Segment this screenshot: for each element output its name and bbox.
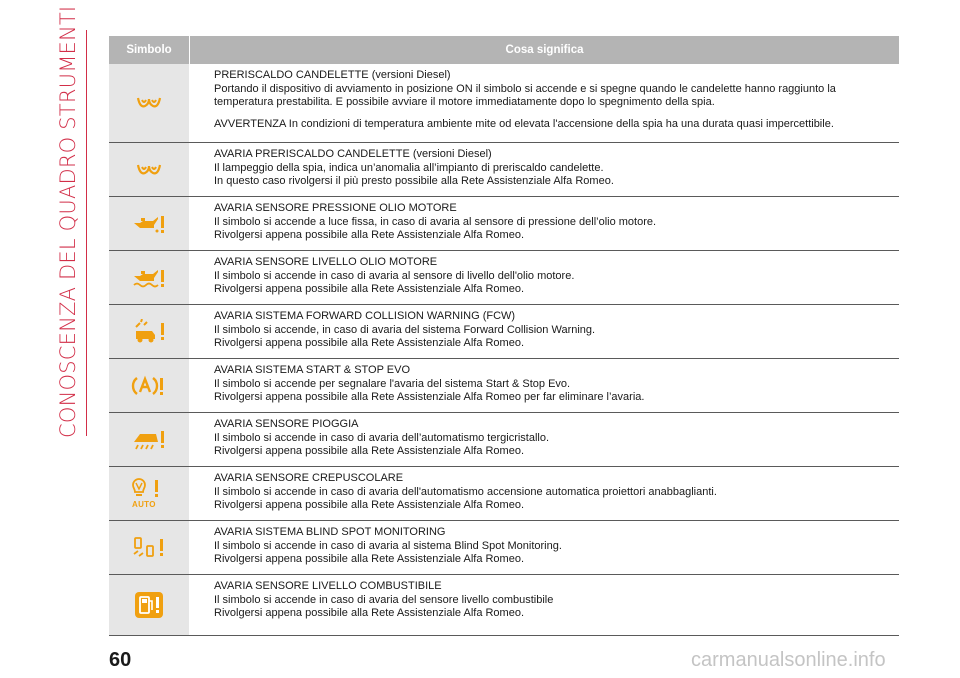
row-title: AVARIA SENSORE PIOGGIA: [214, 418, 359, 430]
row-text: Il simbolo si accende in caso di avaria al sensore di livello dell'olio motore.: [214, 269, 575, 282]
table-row: [109, 575, 899, 636]
page-number: 60: [109, 649, 132, 671]
row-text: In questo caso rivolgersi il più presto possibile alla Rete Assistenziale Alfa Romeo.: [214, 175, 614, 187]
header-meaning: Cosa significa: [189, 36, 899, 64]
row-text: Il simbolo si accende in caso di avaria del sensore livello combustibile: [214, 593, 554, 606]
row-text: Il simbolo si accende a luce fissa, in caso di avaria al sensore di pressione dell’olio motore.: [214, 215, 657, 228]
row-title: AVARIA SENSORE PRESSIONE OLIO MOTORE: [214, 202, 457, 214]
row-note: AVVERTENZA In condizioni di temperatura ambiente mite od elevata l'accensione della spia ha una durata quasi impercettibile.: [214, 117, 834, 130]
table-row: [109, 413, 899, 467]
row-text: Il simbolo si accende in caso di avaria dell'automatismo accensione automatica proiettori anabbaglianti.: [214, 485, 717, 498]
row-text: Il simbolo si accende in caso di avaria al sistema Blind Spot Monitoring.: [214, 539, 562, 552]
fcw-fault-icon: [132, 319, 166, 345]
table-row: [109, 143, 899, 197]
row-text: Il simbolo si accende, in caso di avaria del sistema Forward Collision Warning.: [214, 323, 596, 336]
row-title: AVARIA SISTEMA START & STOP EVO: [214, 364, 411, 376]
auto-label: AUTO: [132, 499, 156, 509]
fuel-level-sensor-fault-icon: [134, 591, 164, 619]
table-header: [109, 36, 899, 64]
start-stop-fault-icon: [131, 373, 167, 399]
row-text: Rivolgersi appena possibile alla Rete Assistenziale Alfa Romeo.: [214, 445, 525, 457]
table-row: [109, 251, 899, 305]
glow-plug-fault-icon: [134, 161, 164, 179]
section-divider: [86, 30, 87, 436]
header-symbol: Simbolo: [126, 44, 172, 56]
table-row: [109, 359, 899, 413]
rain-sensor-fault-icon: [132, 428, 166, 452]
glow-plug-icon: [134, 94, 164, 112]
row-text: Il simbolo si accende per segnalare l'avaria del sistema Start & Stop Evo.: [214, 377, 571, 390]
blind-spot-fault-icon: [132, 536, 166, 560]
row-text: Rivolgersi appena possibile alla Rete Assistenziale Alfa Romeo.: [214, 499, 525, 511]
table-row: [109, 64, 899, 143]
row-text: Il simbolo si accende in caso di avaria dell’automatismo tergicristallo.: [214, 431, 550, 444]
row-text: Rivolgersi appena possibile alla Rete Assistenziale Alfa Romeo.: [214, 553, 525, 565]
row-text: Rivolgersi appena possibile alla Rete Assistenziale Alfa Romeo.: [214, 283, 525, 295]
row-text: Rivolgersi appena possibile alla Rete Assistenziale Alfa Romeo.: [214, 337, 525, 349]
warning-lights-table: [109, 36, 899, 636]
row-title: AVARIA SENSORE LIVELLO COMBUSTIBILE: [214, 580, 442, 592]
table-row: [109, 197, 899, 251]
row-text: Portando il dispositivo di avviamento in posizione ON il simbolo si accende e si spegne quando le candelette hanno raggiunto la: [214, 82, 836, 95]
section-title: CONOSCENZA DEL QUADRO STRUMENTI: [56, 5, 80, 438]
table-row: [109, 305, 899, 359]
row-text: Rivolgersi appena possibile alla Rete Assistenziale Alfa Romeo.: [214, 607, 525, 619]
row-text: Rivolgersi appena possibile alla Rete Assistenziale Alfa Romeo.: [214, 229, 525, 241]
row-title: AVARIA SENSORE LIVELLO OLIO MOTORE: [214, 256, 438, 268]
twilight-sensor-fault-icon: [132, 478, 166, 510]
row-title: AVARIA SENSORE CREPUSCOLARE: [214, 472, 404, 484]
row-text: Il lampeggio della spia, indica un’anomalia all’impianto di preriscaldo candelette.: [214, 161, 604, 174]
row-text: temperatura prestabilita. E possibile avviare il motore immediatamente dopo lo spegnimento della spia.: [214, 96, 715, 108]
table-row: [109, 467, 899, 521]
row-title: AVARIA SISTEMA BLIND SPOT MONITORING: [214, 526, 446, 538]
table-row: [109, 521, 899, 575]
watermark: carmanualsonline.info: [691, 649, 886, 671]
row-title: AVARIA SISTEMA FORWARD COLLISION WARNING (FCW): [214, 310, 516, 322]
row-text: Rivolgersi appena possibile alla Rete Assistenziale Alfa Romeo per far eliminare l’avaria.: [214, 391, 645, 403]
oil-pressure-sensor-fault-icon: [132, 213, 166, 235]
row-title: AVARIA PRERISCALDO CANDELETTE (versioni Diesel): [214, 148, 492, 160]
row-title: PRERISCALDO CANDELETTE (versioni Diesel): [214, 69, 451, 81]
oil-level-sensor-fault-icon: [132, 267, 166, 289]
